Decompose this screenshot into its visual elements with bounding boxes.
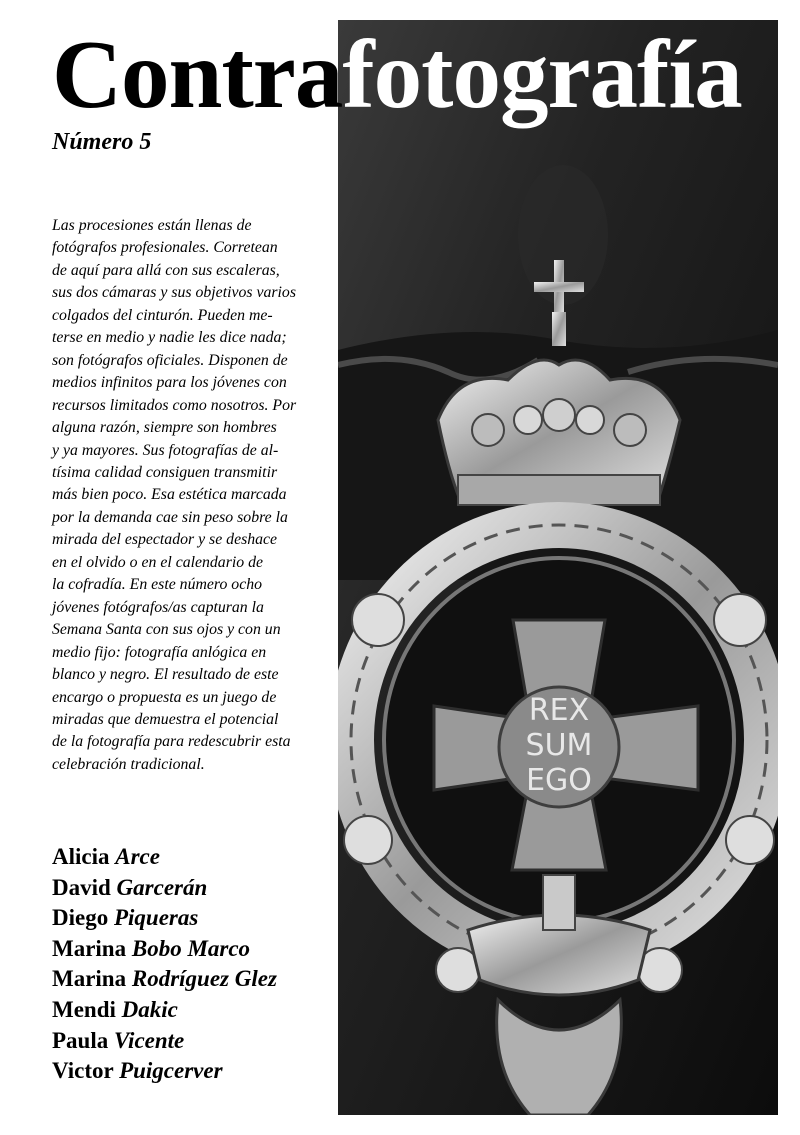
author-item	[52, 995, 277, 1026]
intro-line: de aquí para allá con sus escaleras,	[52, 261, 280, 279]
intro-line: por la demanda cae sin peso sobre la	[52, 508, 288, 526]
insignia-illustration	[338, 20, 778, 1115]
intro-line: blanco y negro. El resultado de este	[52, 666, 279, 684]
intro-line: alguna razón, siempre son hombres	[52, 419, 277, 437]
intro-line: mirada del espectador y se deshace	[52, 531, 278, 549]
author-item	[52, 842, 277, 873]
author-item	[52, 1056, 277, 1087]
intro-line: jóvenes fotógrafos/as capturan la	[52, 598, 264, 616]
author-first-name: Marina	[52, 935, 127, 961]
intro-line: colgados del cinturón. Pueden me-	[52, 306, 273, 324]
author-item	[52, 873, 277, 904]
author-item	[52, 903, 277, 934]
author-surname: Puigcerver	[119, 1058, 223, 1084]
intro-line: tísima calidad consiguen transmitir	[52, 463, 278, 481]
title-part-contra: Contra	[52, 21, 343, 128]
author-item	[52, 934, 277, 965]
intro-line: medios infinitos para los jóvenes con	[52, 374, 287, 392]
intro-line: más bien poco. Esa estética marcada	[52, 486, 287, 504]
intro-line: medio fijo: fotografía anlógica en	[52, 643, 267, 661]
author-surname: Arce	[115, 844, 160, 869]
author-surname: Garcerán	[116, 874, 208, 900]
intro-line: encargo o propuesta es un juego de	[52, 688, 277, 706]
intro-line: miradas que demuestra el potencial	[52, 710, 279, 728]
author-surname: Bobo Marco	[131, 935, 251, 961]
intro-line: la cofradía. En este número ocho	[52, 576, 263, 594]
author-surname: Vicente	[113, 1027, 185, 1053]
seal-line-1: REX	[528, 693, 590, 728]
seal-line-2: SUM	[525, 728, 593, 763]
title-part-fotografia: fotografía	[342, 21, 742, 128]
intro-line: de la fotografía para redescubrir esta	[52, 733, 291, 751]
author-item	[52, 964, 277, 995]
author-first-name: Alicia	[52, 844, 110, 869]
intro-line: y ya mayores. Sus fotografías de al-	[52, 441, 279, 459]
intro-line: Semana Santa con sus ojos y con un	[52, 621, 281, 639]
author-surname: Piqueras	[113, 905, 199, 931]
seal-line-3: EGO	[526, 763, 592, 798]
author-list	[52, 842, 277, 1087]
magazine-title	[52, 21, 742, 128]
intro-line: en el olvido o en el calendario de	[52, 553, 263, 571]
intro-line: recursos limitados como nosotros. Por	[52, 396, 297, 414]
author-first-name: Marina	[52, 966, 127, 992]
author-first-name: David	[52, 874, 111, 900]
intro-line: terse en medio y nadie les dice nada;	[52, 329, 287, 347]
author-first-name: Paula	[52, 1027, 109, 1053]
author-item	[52, 1026, 277, 1057]
author-first-name: Mendi	[52, 996, 116, 1022]
author-first-name: Victor	[52, 1058, 114, 1084]
issue-number: Número 5	[52, 129, 152, 155]
intro-paragraph	[52, 215, 324, 776]
intro-line: fotógrafos profesionales. Corretean	[52, 239, 278, 257]
intro-line: son fotógrafos oficiales. Disponen de	[52, 351, 288, 369]
cover-photo	[338, 20, 778, 1115]
author-surname: Dakic	[121, 996, 178, 1022]
intro-line: sus dos cámaras y sus objetivos varios	[52, 284, 296, 302]
author-surname: Rodríguez Glez	[131, 966, 277, 992]
intro-line: celebración tradicional.	[52, 755, 205, 773]
intro-line: Las procesiones están llenas de	[52, 217, 252, 234]
author-first-name: Diego	[52, 905, 109, 931]
